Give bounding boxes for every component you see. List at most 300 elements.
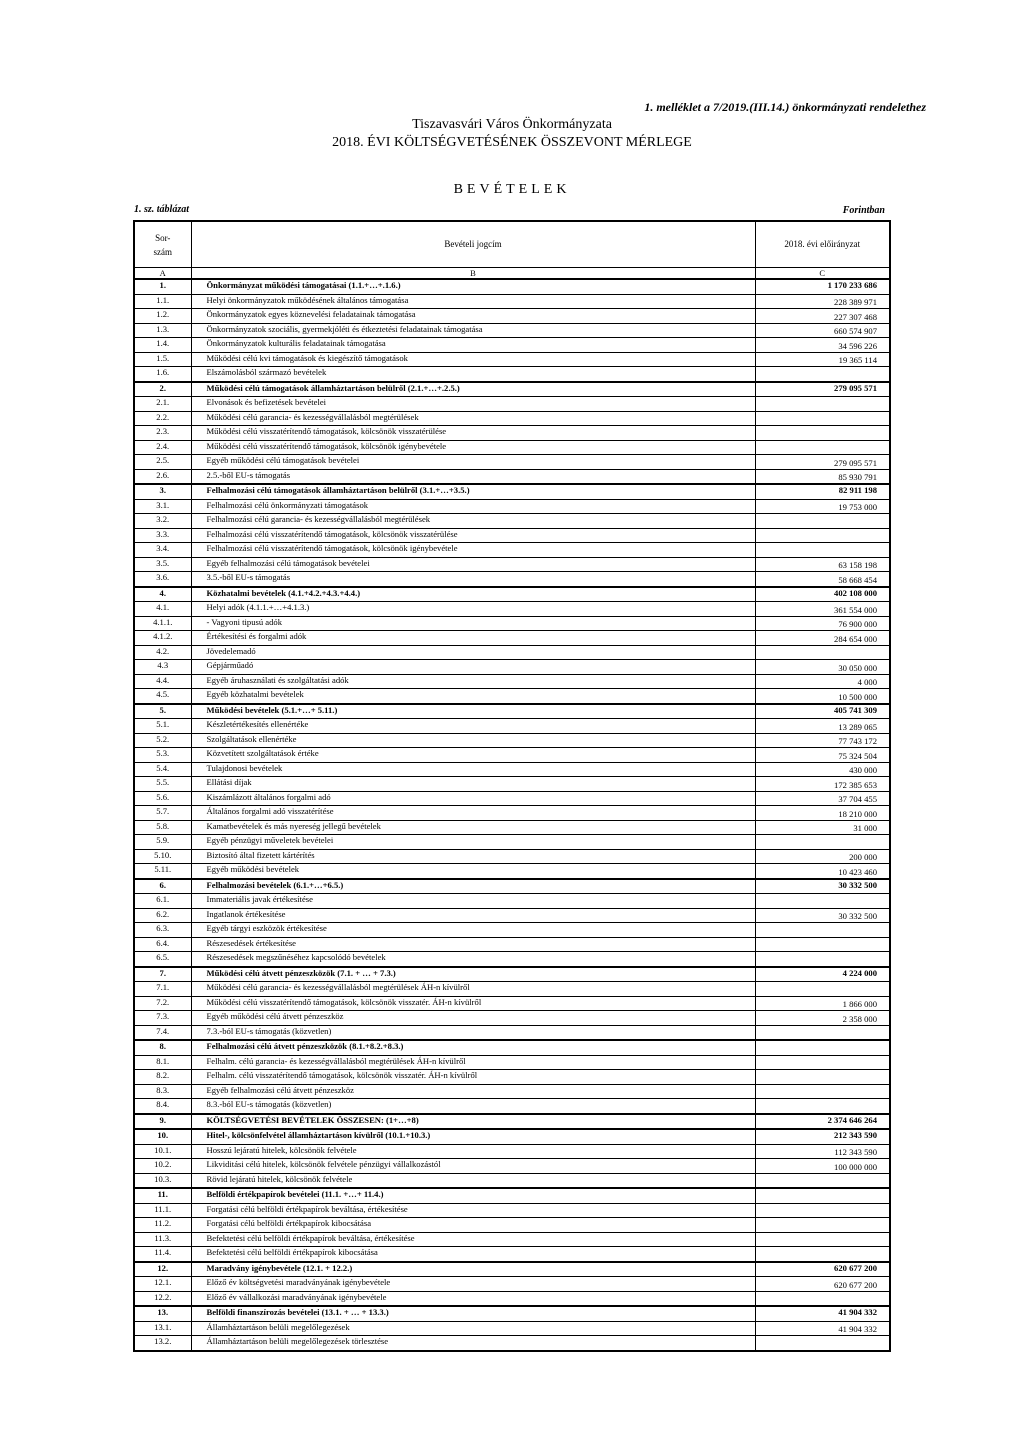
table-row (134, 952, 890, 967)
row-title: Működési célú visszatérítendő támogatások, kölcsönök visszatér. ÁH-n kívülről (191, 996, 755, 1011)
row-amount: 620 677 200 (755, 1262, 890, 1277)
row-number: 5.3. (134, 748, 191, 763)
table-row (134, 323, 890, 338)
row-amount (755, 1084, 890, 1099)
row-amount (755, 982, 890, 997)
row-amount (755, 1070, 890, 1085)
row-title: Gépjárműadó (191, 660, 755, 675)
row-title: Elszámolásból származó bevételek (191, 367, 755, 382)
row-number: 3.4. (134, 543, 191, 558)
row-number: 4.3 (134, 660, 191, 675)
row-number: 7.1. (134, 982, 191, 997)
table-row (134, 791, 890, 806)
row-number: 1.5. (134, 352, 191, 367)
row-title: Önkormányzatok kulturális feladatainak támogatása (191, 338, 755, 353)
table-row (134, 1262, 890, 1277)
table-number: 1. sz. táblázat (134, 204, 190, 215)
row-title: KÖLTSÉGVETÉSI BEVÉTELEK ÖSSZESEN: (1+…+8) (191, 1114, 755, 1130)
row-number: 8. (134, 1040, 191, 1055)
row-title: Ellátási díjak (191, 777, 755, 792)
row-amount (755, 397, 890, 412)
row-number: 4. (134, 587, 191, 602)
table-row (134, 397, 890, 412)
row-number: 5.11. (134, 864, 191, 879)
row-number: 1.1. (134, 294, 191, 309)
row-title: Helyi önkormányzatok működésének általános támogatása (191, 294, 755, 309)
row-amount: 75 324 504 (755, 748, 890, 763)
row-title: Működési célú visszatérítendő támogatások, kölcsönök igénybevétele (191, 440, 755, 455)
row-title: Egyéb működési célú átvett pénzeszköz (191, 1011, 755, 1026)
row-amount (755, 1173, 890, 1188)
row-title: Államháztartáson belüli megelőlegezések törlesztése (191, 1336, 755, 1351)
row-amount: 37 704 455 (755, 791, 890, 806)
column-letter-b: B (191, 268, 755, 280)
row-number: 2.1. (134, 397, 191, 412)
row-amount (755, 1188, 890, 1203)
table-row (134, 528, 890, 543)
row-title: Belföldi értékpapírok bevételei (11.1. +…+ 11.4.) (191, 1188, 755, 1203)
table-row (134, 1011, 890, 1026)
row-title: Működési bevételek (5.1.+…+ 5.11.) (191, 704, 755, 719)
row-amount: 30 332 500 (755, 908, 890, 923)
row-amount: 279 095 571 (755, 382, 890, 397)
row-title: Közhatalmi bevételek (4.1.+4.2.+4.3.+4.4.) (191, 587, 755, 602)
row-title: Felhalm. célú visszatérítendő támogatások, kölcsönök visszatér. ÁH-n kívülről (191, 1070, 755, 1085)
row-number: 3.1. (134, 499, 191, 514)
row-title: Belföldi finanszírozás bevételei (13.1. + … + 13.3.) (191, 1306, 755, 1321)
row-amount (755, 894, 890, 909)
column-letter-row (134, 268, 890, 280)
row-amount (755, 440, 890, 455)
row-amount (755, 543, 890, 558)
table-row (134, 1232, 890, 1247)
row-amount: 18 210 000 (755, 806, 890, 821)
row-number: 5. (134, 704, 191, 719)
row-title: Likviditási célú hitelek, kölcsönök felvétele pénzügyi vállalkozástól (191, 1159, 755, 1174)
table-row (134, 352, 890, 367)
row-title: Részesedések értékesítése (191, 937, 755, 952)
table-row (134, 602, 890, 617)
row-number: 7.2. (134, 996, 191, 1011)
row-number: 5.6. (134, 791, 191, 806)
row-amount: 4 224 000 (755, 967, 890, 982)
table-row (134, 1203, 890, 1218)
row-title: 8.3.-ból EU-s támogatás (közvetlen) (191, 1099, 755, 1114)
row-title: Közvetített szolgáltatások értéke (191, 748, 755, 763)
row-amount: 2 358 000 (755, 1011, 890, 1026)
table-row (134, 1218, 890, 1233)
row-number: 13. (134, 1306, 191, 1321)
table-row (134, 543, 890, 558)
row-amount (755, 1336, 890, 1351)
row-amount (755, 835, 890, 850)
header-amount: 2018. évi előirányzat (755, 221, 890, 268)
row-number: 4.5. (134, 689, 191, 704)
column-letter-a: A (134, 268, 191, 280)
table-row (134, 426, 890, 441)
row-amount: 10 500 000 (755, 689, 890, 704)
row-title: Önkormányzatok szociális, gyermekjóléti és étkeztetési feladatainak támogatása (191, 323, 755, 338)
row-number: 13.2. (134, 1336, 191, 1351)
table-row (134, 1099, 890, 1114)
row-title: Önkormányzat működési támogatásai (1.1.+…+.1.6.) (191, 279, 755, 294)
table-row (134, 733, 890, 748)
table-row (134, 660, 890, 675)
row-amount: 4 000 (755, 674, 890, 689)
table-row (134, 762, 890, 777)
row-title: Önkormányzatok egyes köznevelési feladatainak támogatása (191, 309, 755, 324)
header-row-number: Sor- szám (134, 221, 191, 268)
row-number: 3. (134, 484, 191, 499)
row-amount: 212 343 590 (755, 1129, 890, 1144)
row-title: Működési célú garancia- és kezességvállalásból megtérülések (191, 411, 755, 426)
table-row (134, 835, 890, 850)
table-row (134, 820, 890, 835)
row-number: 5.8. (134, 820, 191, 835)
row-title: Forgatási célú belföldi értékpapírok beváltása, értékesítése (191, 1203, 755, 1218)
column-letter-c: C (755, 268, 890, 280)
table-row (134, 1040, 890, 1055)
row-title: Felhalmozási bevételek (6.1.+…+6.5.) (191, 879, 755, 894)
table-row (134, 923, 890, 938)
table-row (134, 469, 890, 484)
row-amount: 1 866 000 (755, 996, 890, 1011)
row-title: Maradvány igénybevétele (12.1. + 12.2.) (191, 1262, 755, 1277)
row-number: 13.1. (134, 1321, 191, 1336)
row-amount: 620 677 200 (755, 1277, 890, 1292)
row-amount: 1 170 233 686 (755, 279, 890, 294)
row-amount (755, 1203, 890, 1218)
row-title: Felhalmozási célú önkormányzati támogatások (191, 499, 755, 514)
row-amount (755, 367, 890, 382)
table-row (134, 1173, 890, 1188)
row-title: Felhalmozási célú garancia- és kezességvállalásból megtérülések (191, 514, 755, 529)
row-amount (755, 528, 890, 543)
row-title: Felhalmozási célú visszatérítendő támogatások, kölcsönök igénybevétele (191, 543, 755, 558)
row-title: Általános forgalmi adó visszatérítése (191, 806, 755, 821)
row-number: 6.4. (134, 937, 191, 952)
row-number: 2.5. (134, 455, 191, 470)
currency-unit: Forintban (842, 205, 885, 216)
row-amount: 30 332 500 (755, 879, 890, 894)
row-amount: 85 930 791 (755, 469, 890, 484)
row-number: 8.3. (134, 1084, 191, 1099)
table-row (134, 616, 890, 631)
table-row (134, 894, 890, 909)
row-number: 5.10. (134, 849, 191, 864)
table-row (134, 1277, 890, 1292)
table-row (134, 1291, 890, 1306)
row-title: Működési célú támogatások államháztartáson belülről (2.1.+…+.2.5.) (191, 382, 755, 397)
row-amount: 112 343 590 (755, 1144, 890, 1159)
row-title: Hosszú lejáratú hitelek, kölcsönök felvétele (191, 1144, 755, 1159)
table-row (134, 982, 890, 997)
row-title: Immateriális javak értékesítése (191, 894, 755, 909)
row-title: Működési célú kvi támogatások és kiegészítő támogatások (191, 352, 755, 367)
row-amount: 2 374 646 264 (755, 1114, 890, 1130)
table-row (134, 557, 890, 572)
row-title: Működési célú átvett pénzeszközök (7.1. + … + 7.3.) (191, 967, 755, 982)
row-title: Forgatási célú belföldi értékpapírok kibocsátása (191, 1218, 755, 1233)
row-number: 10.2. (134, 1159, 191, 1174)
row-amount (755, 952, 890, 967)
row-number: 5.7. (134, 806, 191, 821)
row-amount: 13 289 065 (755, 719, 890, 734)
row-number: 3.6. (134, 572, 191, 587)
row-title: Felhalmozási célú átvett pénzeszközök (8.1.+8.2.+8.3.) (191, 1040, 755, 1055)
row-amount (755, 1232, 890, 1247)
row-title: Felhalmozási célú támogatások államháztartáson belülről (3.1.+…+3.5.) (191, 484, 755, 499)
row-amount: 284 654 000 (755, 631, 890, 646)
table-row (134, 908, 890, 923)
row-title: Helyi adók (4.1.1.+…+4.1.3.) (191, 602, 755, 617)
table-row (134, 1306, 890, 1321)
row-title: Készletértékesítés ellenértéke (191, 719, 755, 734)
row-amount: 58 668 454 (755, 572, 890, 587)
row-number: 6.2. (134, 908, 191, 923)
row-amount (755, 1099, 890, 1114)
table-row (134, 1025, 890, 1040)
row-title: Kamatbevételek és más nyereség jellegű bevételek (191, 820, 755, 835)
row-number: 10. (134, 1129, 191, 1144)
row-number: 1.6. (134, 367, 191, 382)
row-number: 10.3. (134, 1173, 191, 1188)
row-number: 5.2. (134, 733, 191, 748)
table-row (134, 587, 890, 602)
row-number: 4.4. (134, 674, 191, 689)
row-number: 5.1. (134, 719, 191, 734)
table-row (134, 279, 890, 294)
row-amount (755, 1040, 890, 1055)
row-title: Kiszámlázott általános forgalmi adó (191, 791, 755, 806)
row-number: 11.1. (134, 1203, 191, 1218)
row-title: Egyéb felhalmozási célú támogatások bevételei (191, 557, 755, 572)
table-row (134, 440, 890, 455)
row-number: 11.3. (134, 1232, 191, 1247)
row-number: 8.1. (134, 1055, 191, 1070)
row-number: 6.5. (134, 952, 191, 967)
row-number: 7. (134, 967, 191, 982)
row-amount: 660 574 907 (755, 323, 890, 338)
row-number: 3.5. (134, 557, 191, 572)
row-title: Egyéb tárgyi eszközök értékesítése (191, 923, 755, 938)
row-amount: 430 000 (755, 762, 890, 777)
table-row (134, 382, 890, 397)
table-row (134, 1247, 890, 1262)
row-title: Működési célú visszatérítendő támogatások, kölcsönök visszatérülése (191, 426, 755, 441)
row-amount: 19 753 000 (755, 499, 890, 514)
row-title: Értékesítési és forgalmi adók (191, 631, 755, 646)
row-title: Egyéb működési bevételek (191, 864, 755, 879)
row-amount (755, 1055, 890, 1070)
row-amount (755, 426, 890, 441)
row-amount (755, 923, 890, 938)
row-number: 11. (134, 1188, 191, 1203)
table-row (134, 689, 890, 704)
row-number: 4.1.1. (134, 616, 191, 631)
row-title: Egyéb pénzügyi műveletek bevételei (191, 835, 755, 850)
row-title: Előző év vállalkozási maradványának igénybevétele (191, 1291, 755, 1306)
table-row (134, 411, 890, 426)
table-row (134, 1336, 890, 1351)
row-title: Államháztartáson belüli megelőlegezések (191, 1321, 755, 1336)
row-title: Tulajdonosi bevételek (191, 762, 755, 777)
row-amount: 34 596 226 (755, 338, 890, 353)
row-number: 8.2. (134, 1070, 191, 1085)
row-amount: 31 000 (755, 820, 890, 835)
table-row (134, 748, 890, 763)
table-row (134, 1188, 890, 1203)
row-number: 2.3. (134, 426, 191, 441)
row-title: Elvonások és befizetések bevételei (191, 397, 755, 412)
row-number: 6.3. (134, 923, 191, 938)
row-title: 7.3.-ból EU-s támogatás (közvetlen) (191, 1025, 755, 1040)
table-row (134, 338, 890, 353)
annex-reference: 1. melléklet a 7/2019.(III.14.) önkormányzati rendelethez (644, 100, 926, 114)
row-title: Egyéb felhalmozási célú átvett pénzeszköz (191, 1084, 755, 1099)
table-row (134, 294, 890, 309)
row-amount: 172 385 653 (755, 777, 890, 792)
row-number: 6. (134, 879, 191, 894)
row-number: 2.6. (134, 469, 191, 484)
row-number: 12.1. (134, 1277, 191, 1292)
row-amount: 405 741 309 (755, 704, 890, 719)
table-row (134, 572, 890, 587)
row-amount (755, 937, 890, 952)
table-row (134, 1084, 890, 1099)
row-title: Biztosító által fizetett kártérítés (191, 849, 755, 864)
row-amount: 19 365 114 (755, 352, 890, 367)
document-title: Tiszavasvári Város Önkormányzata (412, 117, 612, 132)
row-number: 2. (134, 382, 191, 397)
section-heading: BEVÉTELEK (453, 182, 571, 197)
row-title: Egyéb működési célú támogatások bevételei (191, 455, 755, 470)
row-title: Előző év költségvetési maradványának igénybevétele (191, 1277, 755, 1292)
row-number: 11.4. (134, 1247, 191, 1262)
row-number: 3.2. (134, 514, 191, 529)
row-title: Hitel-, kölcsönfelvétel államháztartáson kívülről (10.1.+10.3.) (191, 1129, 755, 1144)
table-row (134, 777, 890, 792)
row-amount (755, 1218, 890, 1233)
table-row (134, 849, 890, 864)
row-amount (755, 645, 890, 660)
row-title: Befektetési célú belföldi értékpapírok beváltása, értékesítése (191, 1232, 755, 1247)
table-row (134, 499, 890, 514)
table-row (134, 967, 890, 982)
table-row (134, 514, 890, 529)
row-number: 6.1. (134, 894, 191, 909)
row-amount (755, 411, 890, 426)
table-row (134, 1129, 890, 1144)
row-title: Befektetési célú belföldi értékpapírok kibocsátása (191, 1247, 755, 1262)
row-title: Rövid lejáratú hitelek, kölcsönök felvétele (191, 1173, 755, 1188)
table-row (134, 484, 890, 499)
row-number: 12. (134, 1262, 191, 1277)
row-number: 2.4. (134, 440, 191, 455)
row-amount: 41 904 332 (755, 1321, 890, 1336)
row-title: Egyéb áruhasználati és szolgáltatási adók (191, 674, 755, 689)
row-amount: 227 307 468 (755, 309, 890, 324)
row-title: Működési célú garancia- és kezességvállalásból megtérülések ÁH-n kívülről (191, 982, 755, 997)
row-number: 7.4. (134, 1025, 191, 1040)
row-amount (755, 514, 890, 529)
table-row (134, 1144, 890, 1159)
row-number: 4.1.2. (134, 631, 191, 646)
table-row (134, 455, 890, 470)
row-number: 4.1. (134, 602, 191, 617)
row-amount: 100 000 000 (755, 1159, 890, 1174)
table-row (134, 645, 890, 660)
table-row (134, 864, 890, 879)
table-row (134, 806, 890, 821)
row-number: 5.5. (134, 777, 191, 792)
row-amount: 10 423 460 (755, 864, 890, 879)
table-row (134, 1321, 890, 1336)
table-row (134, 631, 890, 646)
row-amount: 30 050 000 (755, 660, 890, 675)
row-number: 1. (134, 279, 191, 294)
row-amount: 41 904 332 (755, 1306, 890, 1321)
row-title: Részesedések megszűnéséhez kapcsolódó bevételek (191, 952, 755, 967)
table-row (134, 996, 890, 1011)
header-title: Bevételi jogcím (191, 221, 755, 268)
row-number: 1.2. (134, 309, 191, 324)
row-number: 5.9. (134, 835, 191, 850)
row-title: 2.5.-ből EU-s támogatás (191, 469, 755, 484)
table-row (134, 1159, 890, 1174)
row-number: 3.3. (134, 528, 191, 543)
row-title: 3.5.-ből EU-s támogatás (191, 572, 755, 587)
row-amount: 361 554 000 (755, 602, 890, 617)
row-number: 9. (134, 1114, 191, 1130)
row-amount (755, 1247, 890, 1262)
table-header-row (134, 221, 890, 268)
row-number: 10.1. (134, 1144, 191, 1159)
table-row (134, 1055, 890, 1070)
table-row (134, 719, 890, 734)
table-row (134, 674, 890, 689)
row-amount: 77 743 172 (755, 733, 890, 748)
table-row (134, 879, 890, 894)
row-amount: 63 158 198 (755, 557, 890, 572)
table-row (134, 367, 890, 382)
row-number: 5.4. (134, 762, 191, 777)
row-number: 7.3. (134, 1011, 191, 1026)
row-number: 2.2. (134, 411, 191, 426)
row-title: Felhalm. célú garancia- és kezességvállalásból megtérülések ÁH-n kívülről (191, 1055, 755, 1070)
row-number: 8.4. (134, 1099, 191, 1114)
row-number: 1.4. (134, 338, 191, 353)
table-row (134, 937, 890, 952)
table-row (134, 1070, 890, 1085)
row-amount: 279 095 571 (755, 455, 890, 470)
row-amount (755, 1025, 890, 1040)
row-amount: 76 900 000 (755, 616, 890, 631)
row-number: 1.3. (134, 323, 191, 338)
row-title: - Vagyoni tipusú adók (191, 616, 755, 631)
row-number: 4.2. (134, 645, 191, 660)
row-number: 11.2. (134, 1218, 191, 1233)
row-title: Ingatlanok értékesítése (191, 908, 755, 923)
revenue-table (133, 220, 891, 1352)
row-amount: 228 389 971 (755, 294, 890, 309)
row-amount: 200 000 (755, 849, 890, 864)
row-number: 12.2. (134, 1291, 191, 1306)
document-subtitle: 2018. ÉVI KÖLTSÉGVETÉSÉNEK ÖSSZEVONT MÉRLEGE (332, 135, 692, 150)
row-amount: 402 108 000 (755, 587, 890, 602)
row-title: Szolgáltatások ellenértéke (191, 733, 755, 748)
table-row (134, 309, 890, 324)
